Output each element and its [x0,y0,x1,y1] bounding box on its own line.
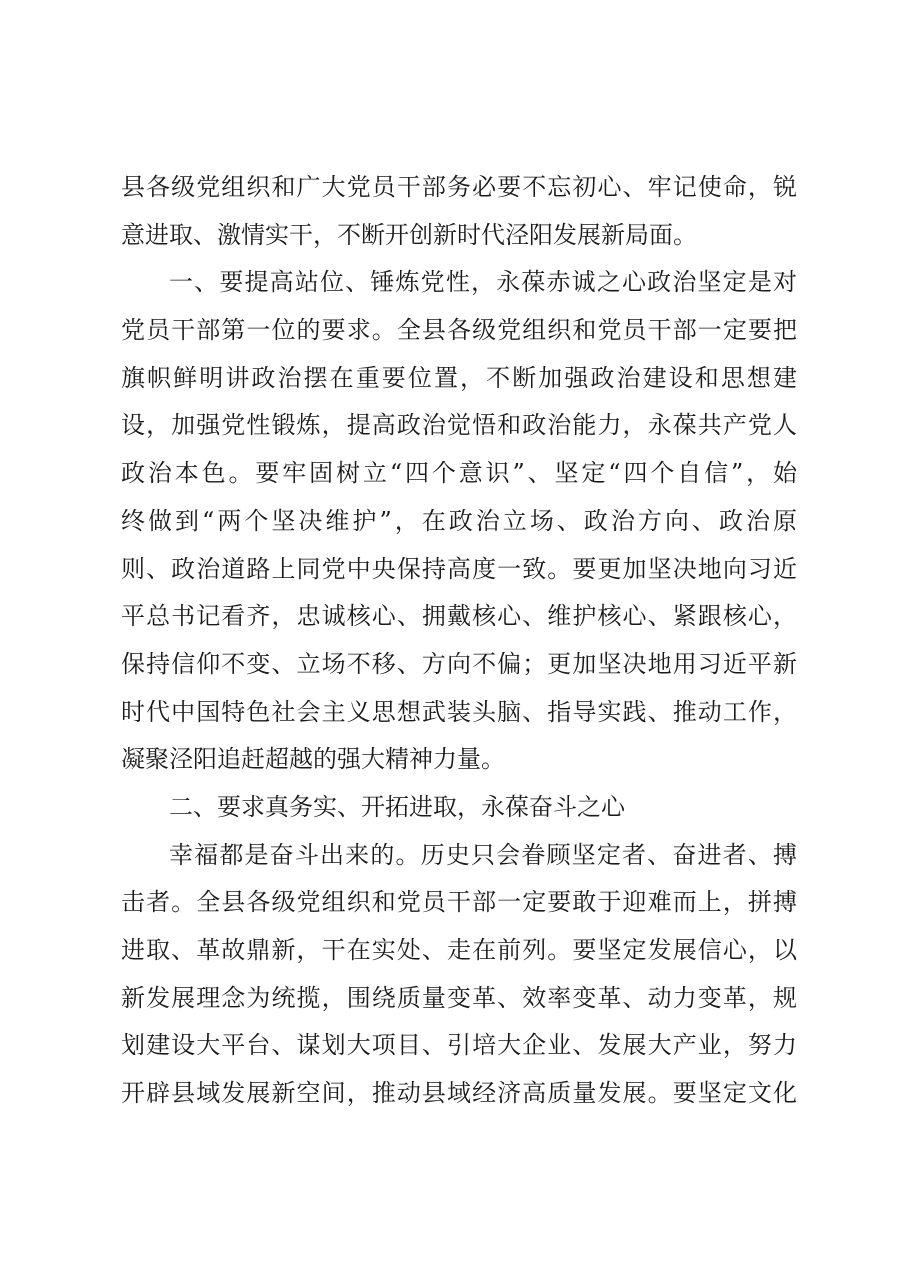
section-heading-line: 一、要提高站位、锤炼党性，永葆赤诚之心政治坚定是对 [169,268,797,297]
section-heading: 二、要求真务实、开拓进取，永葆奋斗之心 [169,792,625,821]
text-line: 旗帜鲜明讲政治摆在重要位置，不断加强政治建设和思想建 [121,363,797,392]
text-line: 击者。全县各级党组织和党员干部一定要敢于迎难而上，拼搏 [121,888,797,917]
text-line: 平总书记看齐，忠诚核心、拥戴核心、维护核心、紧跟核心， [121,602,797,631]
text-line: 政治本色。要牢固树立“四个意识”、坚定“四个自信”，始 [121,459,797,488]
text-line: 新发展理念为统揽，围绕质量变革、效率变革、动力变革，规 [121,983,797,1012]
text-line: 开辟县域发展新空间，推动县域经济高质量发展。要坚定文化 [121,1079,797,1108]
text-line: 党员干部第一位的要求。全县各级党组织和党员干部一定要把 [121,316,797,345]
text-line: 县各级党组织和广大党员干部务必要不忘初心、牢记使命，锐 [121,173,797,201]
text-line: 保持信仰不变、立场不移、方向不偏；更加坚决地用习近平新 [121,649,797,678]
text-line: 进取、革故鼎新，干在实处、走在前列。要坚定发展信心，以 [121,936,797,964]
text-line: 设，加强党性锻炼，提高政治觉悟和政治能力，永葆共产党人 [121,411,797,440]
text-line: 凝聚泾阳追赶超越的强大精神力量。 [121,745,505,774]
paragraph-first-line: 幸福都是奋斗出来的。历史只会眷顾坚定者、奋进者、搏 [169,840,797,869]
text-line: 意进取、激情实干，不断开创新时代泾阳发展新局面。 [121,220,697,249]
document-body [121,164,797,1118]
text-line: 划建设大平台、谋划大项目、引培大企业、发展大产业，努力 [121,1031,797,1060]
text-line: 时代中国特色社会主义思想武装头脑、指导实践、推动工作， [121,697,797,726]
text-line: 则、政治道路上同党中央保持高度一致。要更加坚决地向习近 [121,554,797,583]
text-line: 终做到“两个坚决维护”，在政治立场、政治方向、政治原 [121,506,797,535]
